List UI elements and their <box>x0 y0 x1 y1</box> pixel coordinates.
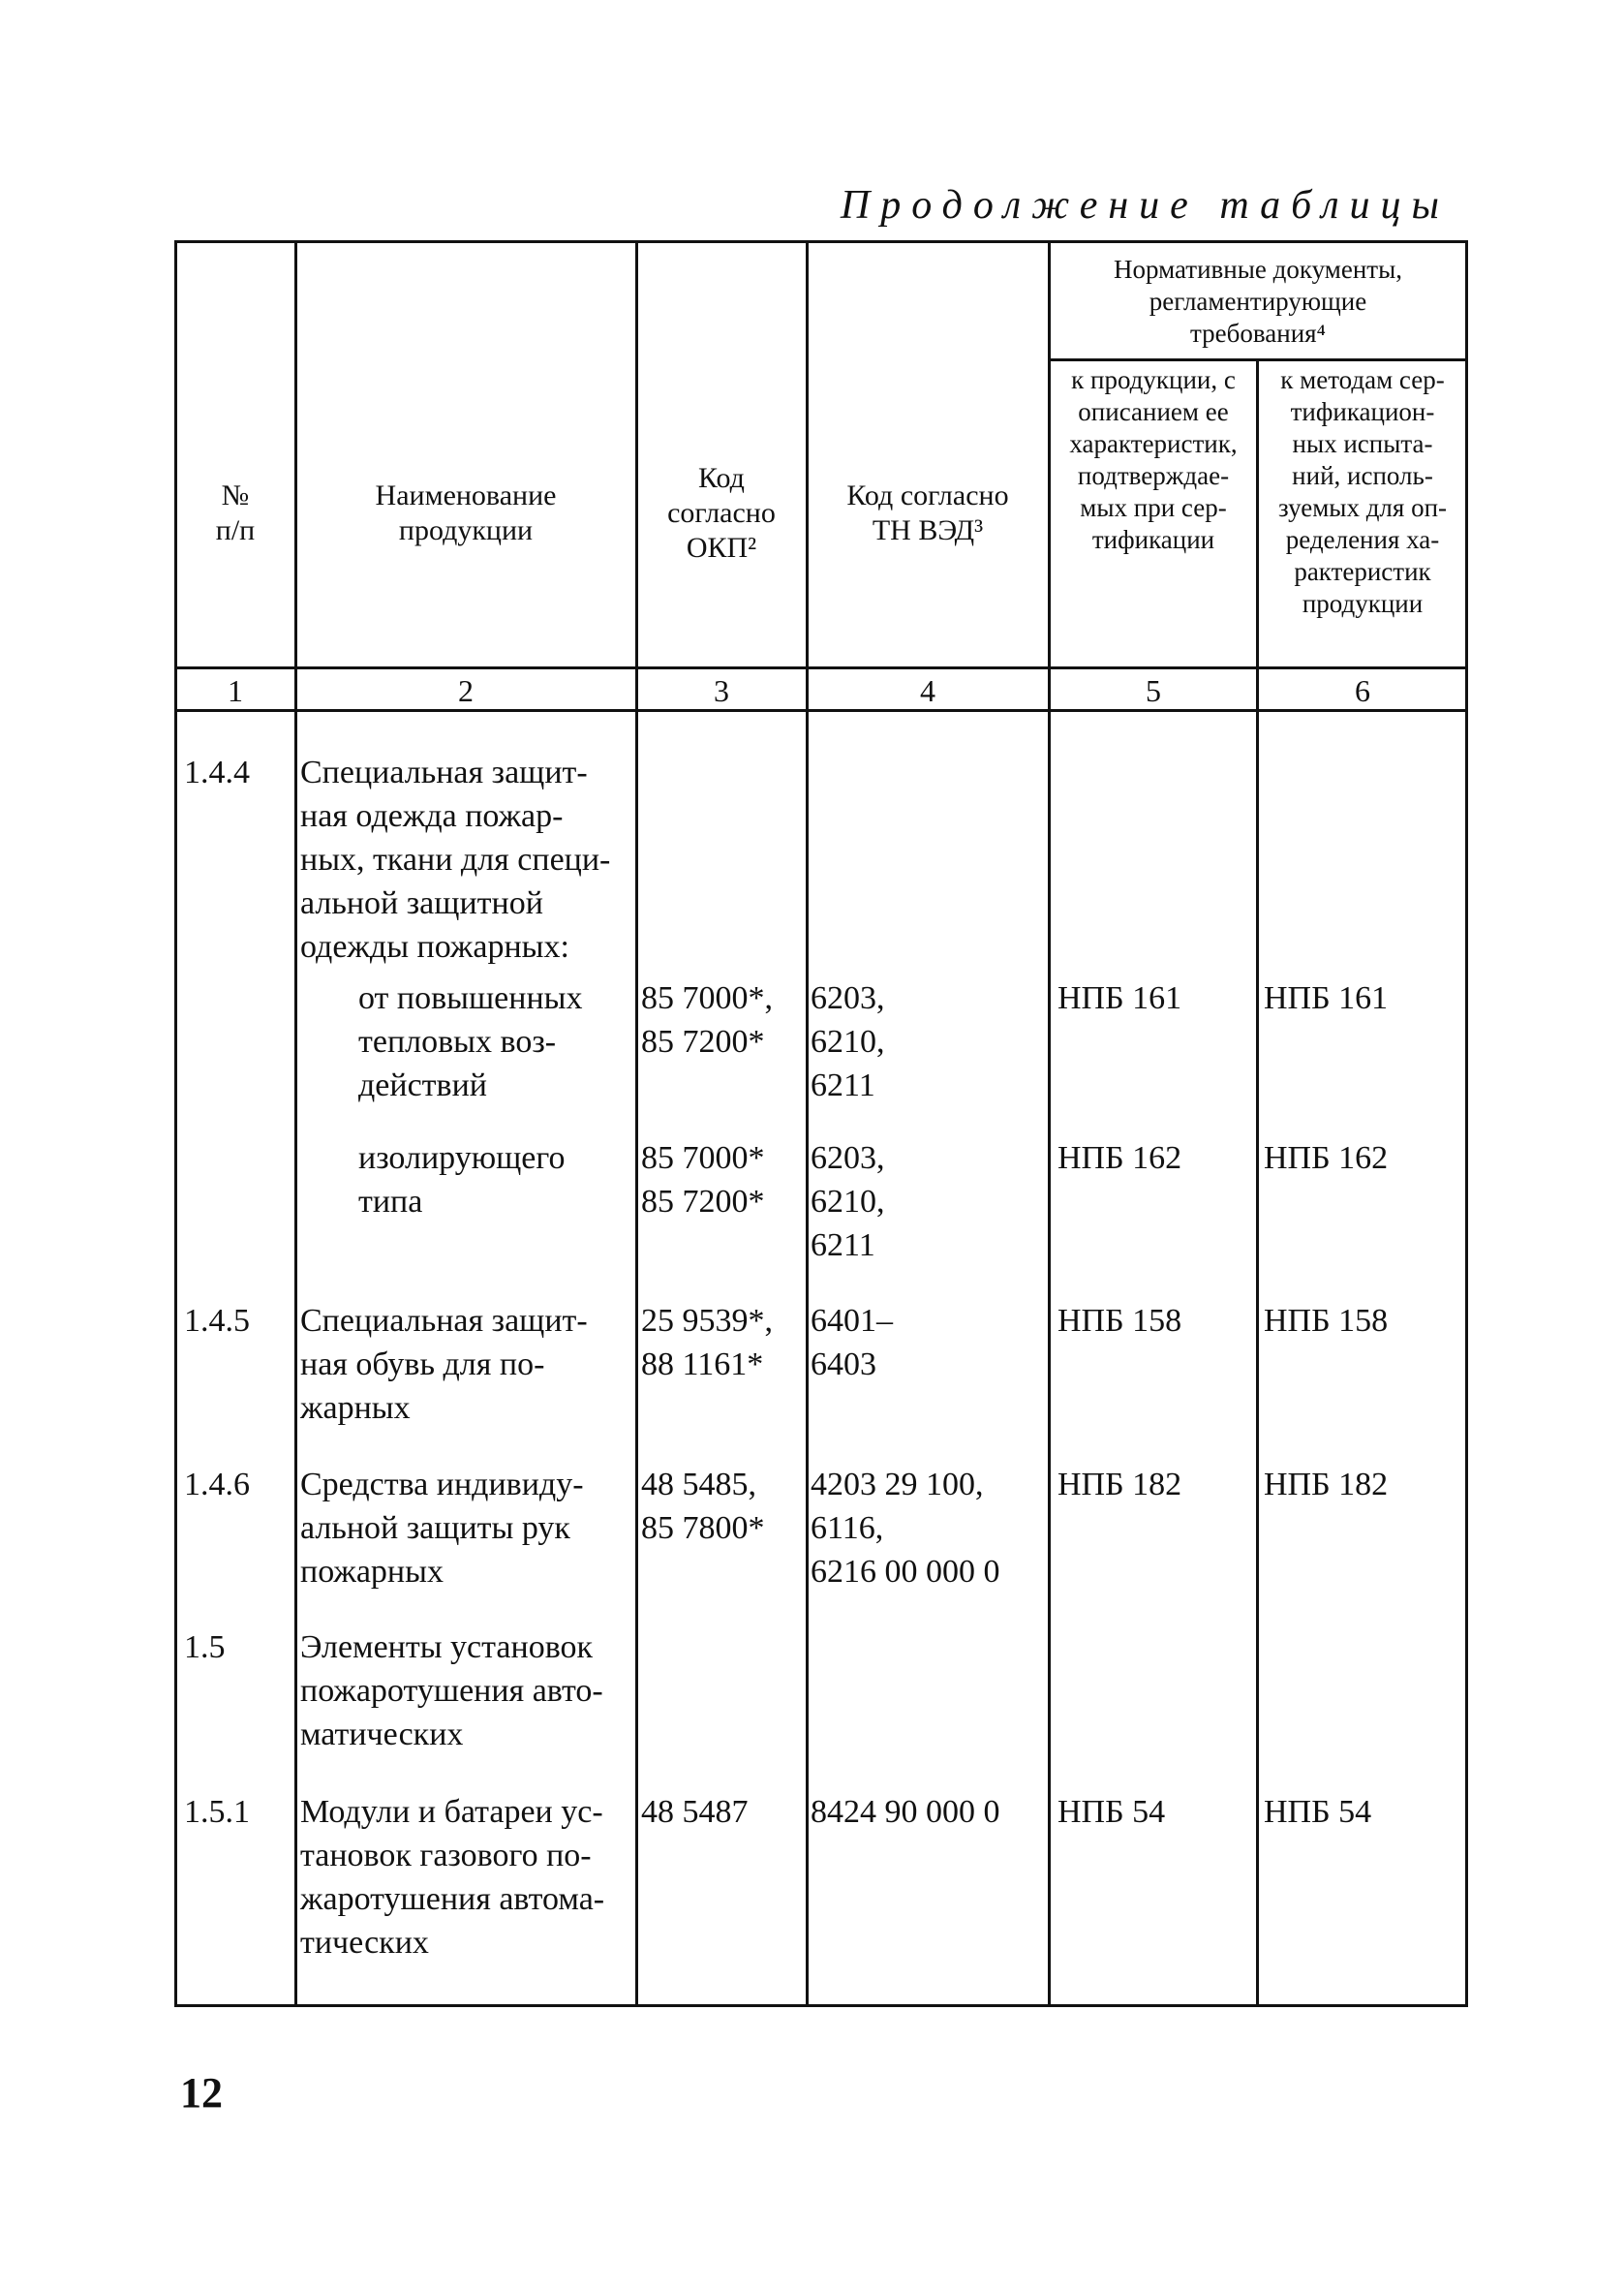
header-tnved-code: Код согласно ТН ВЭД³ <box>846 479 1009 546</box>
column-number: 6 <box>1355 673 1370 708</box>
certification-table <box>174 240 1468 2007</box>
table-top-border <box>174 240 1468 243</box>
okp-code: 25 9539*, 88 1161* <box>641 1303 773 1382</box>
header-normative-documents: Нормативные документы, регламентирующие требования⁴ <box>1114 254 1402 348</box>
header-product-name: Наименование продукции <box>375 479 557 546</box>
tnved-code: 6401– 6403 <box>811 1303 893 1382</box>
header-test-method-requirements: к методам сер- тификацион- ных испыта- ний, исполь- зуемых для оп- ределения ха- рактеристик продукции <box>1277 365 1448 618</box>
col-divider <box>174 240 177 2007</box>
row-number: 1.5 <box>184 1629 226 1665</box>
col-divider <box>294 240 297 2007</box>
product-name: Специальная защит- ная обувь для по- жарных <box>300 1303 588 1426</box>
col-divider <box>1048 240 1051 2007</box>
method-document: НПБ 182 <box>1264 1467 1389 1502</box>
header-row-number: № п/п <box>215 479 256 546</box>
okp-code: 85 7000*, 85 7200* <box>641 980 773 1060</box>
product-document: НПБ 158 <box>1057 1303 1182 1339</box>
header-divider <box>174 666 1468 669</box>
row-number: 1.5.1 <box>184 1794 250 1830</box>
method-document: НПБ 54 <box>1264 1794 1372 1830</box>
column-number: 2 <box>458 673 474 708</box>
product-document: НПБ 182 <box>1057 1467 1182 1502</box>
column-number: 4 <box>920 673 935 708</box>
group-header-divider <box>1048 358 1468 361</box>
header-product-requirements: к продукции, с описанием ее характеристик, подтверждае- мых при сер- тификации <box>1069 365 1238 554</box>
row-number: 1.4.4 <box>184 755 250 790</box>
column-number: 3 <box>714 673 729 708</box>
tnved-code: 8424 90 000 0 <box>811 1794 1000 1830</box>
tnved-code: 6203, 6210, 6211 <box>811 980 885 1103</box>
row-number: 1.4.5 <box>184 1303 250 1339</box>
column-number: 5 <box>1146 673 1161 708</box>
tnved-code: 4203 29 100, 6116, 6216 00 000 0 <box>811 1467 1000 1590</box>
header-okp-code: Код согласно ОКП² <box>667 462 776 564</box>
col-divider <box>1465 240 1468 2007</box>
method-document: НПБ 162 <box>1264 1140 1389 1176</box>
col-divider <box>806 240 809 2007</box>
product-name: Специальная защит- ная одежда пожар- ных, ткани для специ- альной защитной одежды пожарных: <box>300 755 611 965</box>
product-document: НПБ 162 <box>1057 1140 1182 1176</box>
okp-code: 48 5487 <box>641 1794 749 1830</box>
product-name: Элементы установок пожаротушения авто- матических <box>300 1629 603 1752</box>
method-document: НПБ 158 <box>1264 1303 1389 1339</box>
row-number: 1.4.6 <box>184 1467 250 1502</box>
product-name: Модули и батареи ус- тановок газового по- жаротушения автома- тических <box>300 1794 605 1961</box>
product-subitem: изолирующего типа <box>358 1140 566 1220</box>
product-name: Средства индивиду- альной защиты рук пожарных <box>300 1467 584 1590</box>
okp-code: 48 5485, 85 7800* <box>641 1467 765 1546</box>
product-document: НПБ 54 <box>1057 1794 1166 1830</box>
tnved-code: 6203, 6210, 6211 <box>811 1140 885 1263</box>
column-number: 1 <box>228 673 243 708</box>
product-document: НПБ 161 <box>1057 980 1182 1016</box>
table-continuation-caption: Продолжение таблицы <box>840 183 1450 228</box>
col-divider <box>1256 361 1259 2007</box>
column-number-divider <box>174 709 1468 712</box>
product-subitem: от повышенных тепловых воз- действий <box>358 980 583 1103</box>
col-divider <box>635 240 638 2007</box>
method-document: НПБ 161 <box>1264 980 1389 1016</box>
okp-code: 85 7000* 85 7200* <box>641 1140 765 1220</box>
page-number: 12 <box>180 2069 223 2117</box>
table-bottom-border <box>174 2004 1468 2007</box>
